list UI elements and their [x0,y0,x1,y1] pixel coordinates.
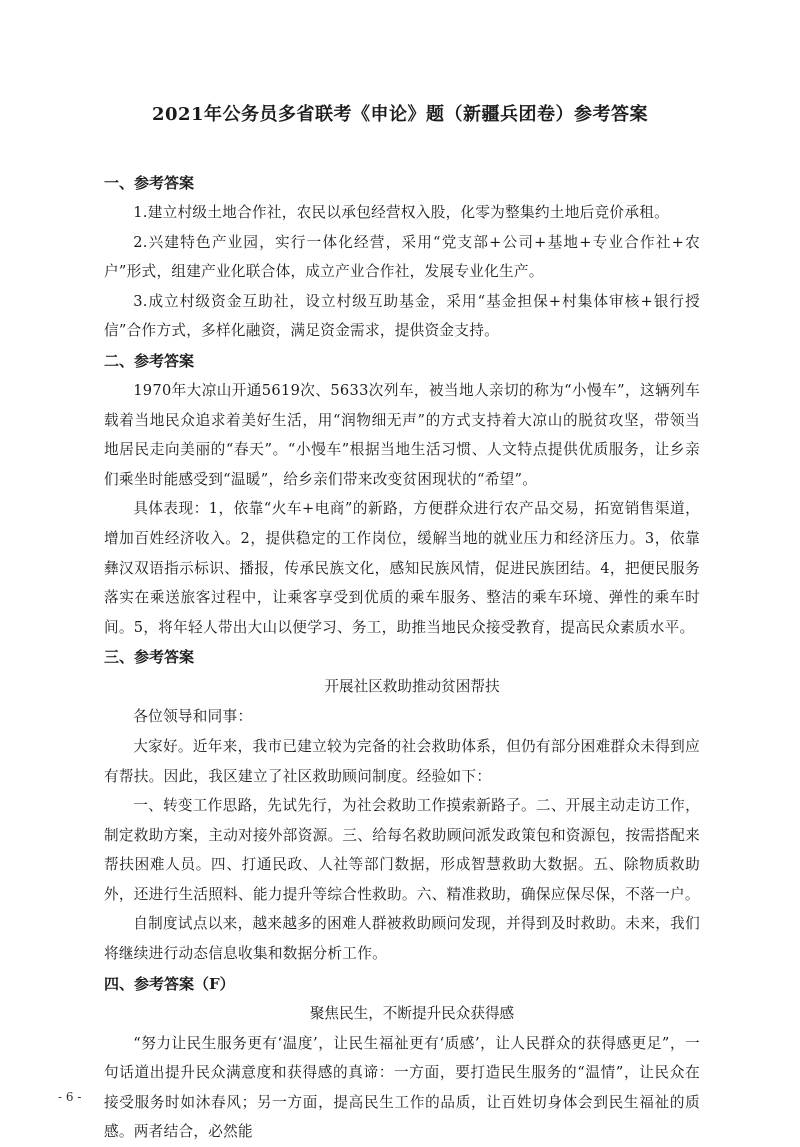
section-4-paragraph: “努力让民生服务更有‘温度’，让民生福祉更有‘质感’，让人民群众的获得感更足”，一句话道出提升民众满意度和获得感的真谛：一方面，要打造民生服务的“温情”，让民众在接受服务时如沐春风；另一方面，提高民生工作的品质，让百姓切身体会到民生福祉的质感。两者结合，必然能 [104,1034,700,1141]
section-3-heading: 三、参考答案 [104,648,195,667]
section-3-paragraph: 大家好。近年来，我市已建立较为完备的社会救助体系，但仍有部分困难群众未得到应有帮扶。因此，我区建立了社区救助顾问制度。经验如下： [104,737,700,785]
section-3-salutation: 各位领导和同事： [133,708,253,726]
section-1-item-1: 1.建立村级土地合作社，农民以承包经营权入股，化零为整集约土地后竞价承租。 [133,204,669,221]
page-number: - 6 - [58,1090,82,1104]
section-2-paragraph: 1970年大凉山开通5619次、5633次列车，被当地人亲切的称为“小慢车”，这辆列车载着当地民众追求着美好生活，用“润物细无声”的方式支持着大凉山的脱贫攻坚，带领当地居民走向美丽的“春天”。“小慢车”根据当地生活习惯、人文特点提供优质服务，让乡亲们乘坐时能感受到“温暖”，给乡亲们带来改变贫困现状的“希望”。 [104,381,700,488]
section-3-subtitle: 开展社区救助推动贫困帮扶 [324,678,500,696]
section-2-heading: 二、参考答案 [104,351,195,370]
section-3-paragraph: 一、转变工作思路，先试先行，为社会救助工作摸索新路子。二、开展主动走访工作，制定救助方案，主动对接外部资源。三、给每名救助顾问派发政策包和资源包，按需搭配来帮扶困难人员。四、打通民政、人社等部门数据，形成智慧救助大数据。五、除物质救助外，还进行生活照料、能力提升等综合性救助。六、精准救助，确保应保尽保，不落一户。 [104,797,700,903]
document-title: 2021年公务员多省联考《申论》题（新疆兵团卷）参考答案 [151,104,649,125]
section-4-subtitle: 聚焦民生，不断提升民众获得感 [309,1004,515,1022]
section-1-heading: 一、参考答案 [104,174,195,192]
section-3-paragraph: 自制度试点以来，越来越多的困难人群被救助顾问发现，并得到及时救助。未来，我们将继续进行动态信息收集和数据分析工作。 [104,915,700,963]
section-1-item-3: 3.成立村级资金互助社，设立村级互助基金，采用“基金担保+村集体审核+银行授信”合作方式，多样化融资，满足资金需求，提供资金支持。 [104,292,700,340]
section-1-item-2: 2.兴建特色产业园，实行一体化经营，采用“党支部+公司+基地+专业合作社+农户”形式，组建产业化联合体，成立产业合作社，发展专业化生产。 [104,233,700,281]
document-body [104,168,700,1147]
section-2-paragraph: 具体表现：1，依靠“火车+电商”的新路，方便群众进行农产品交易，拓宽销售渠道，增加百姓经济收入。2，提供稳定的工作岗位，缓解当地的就业压力和经济压力。3，依靠彝汉双语指示标识、播报，传承民族文化，感知民族风情，促进民族团结。4，把便民服务落实在乘送旅客过程中，让乘客享受到优质的乘车服务、整洁的乘车环境、弹性的乘车时间。5，将年轻人带出大山以便学习、务工，助推当地民众接受教育，提高民众素质水平。 [104,500,700,636]
section-4-heading: 四、参考答案（F） [104,974,235,993]
